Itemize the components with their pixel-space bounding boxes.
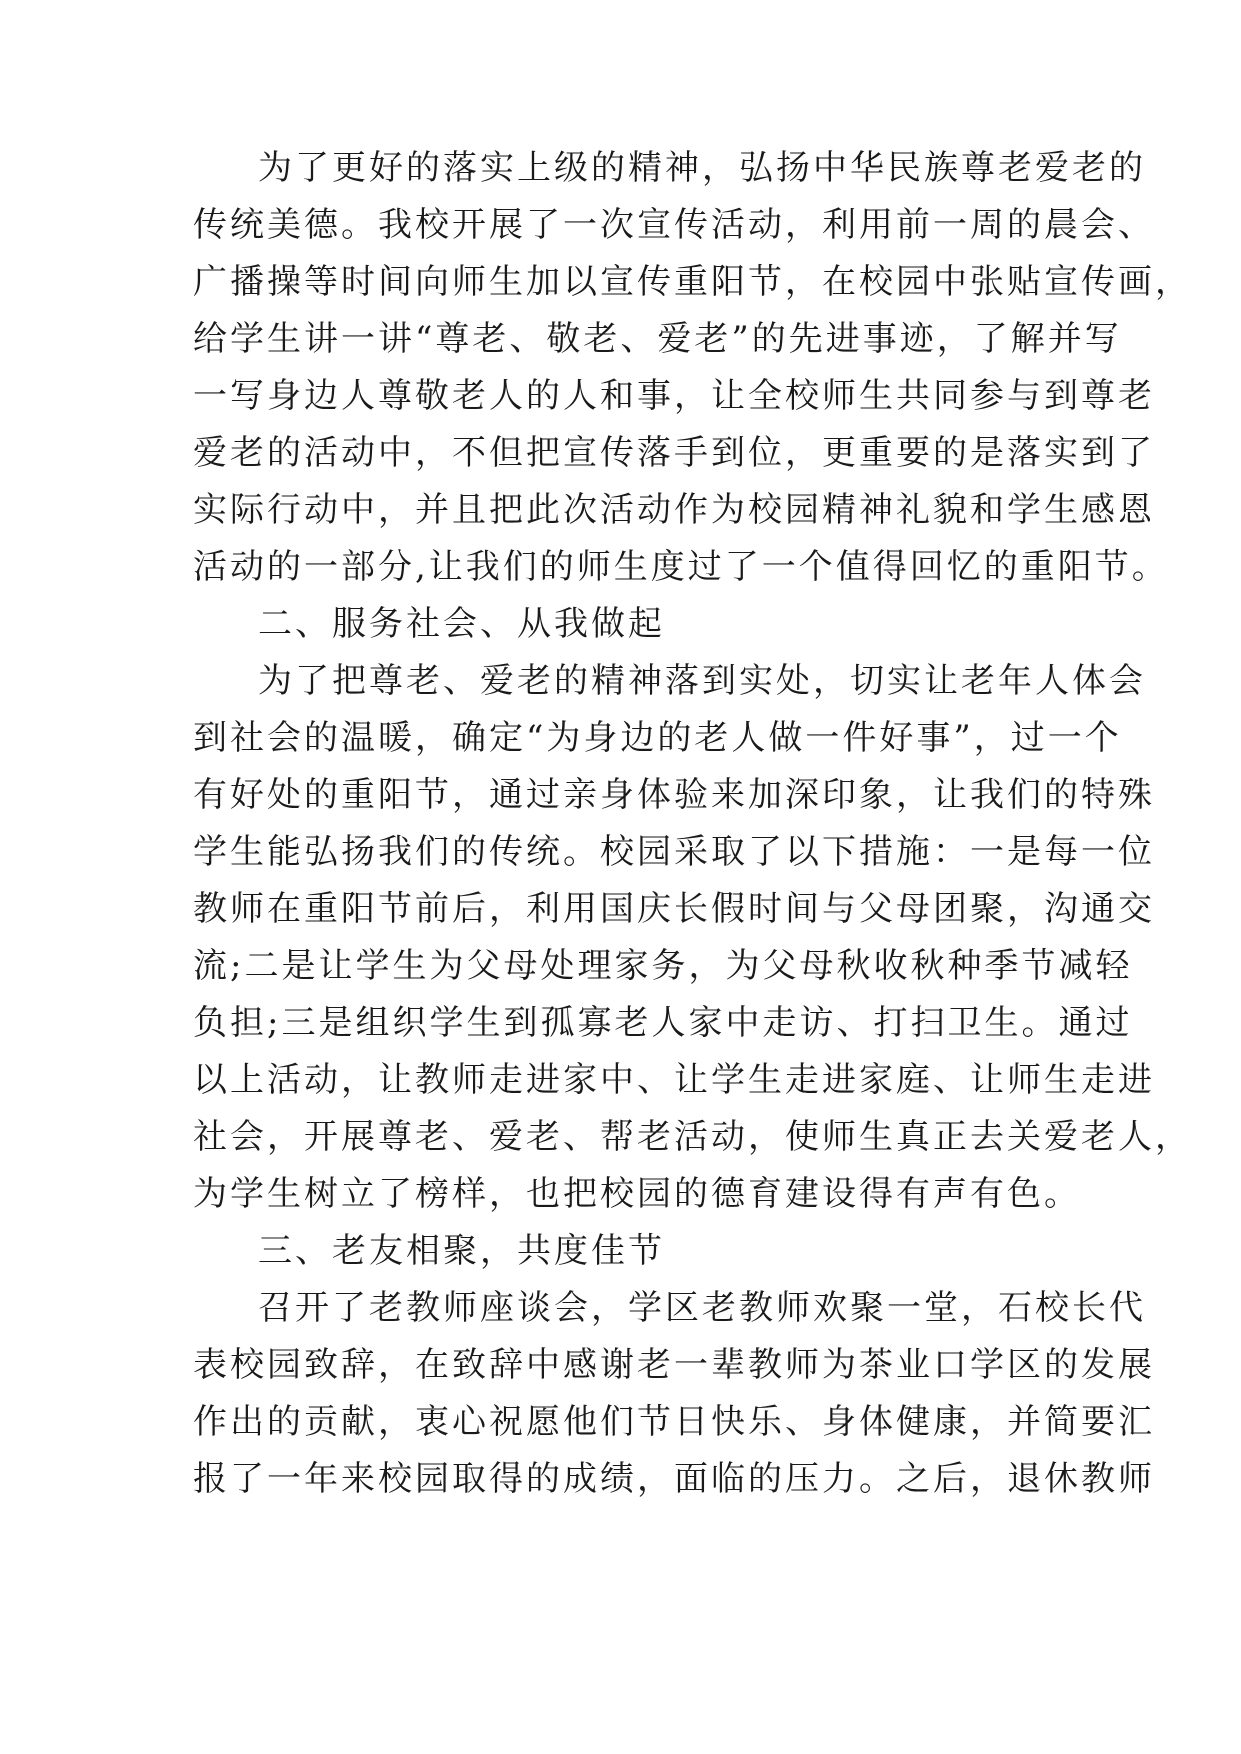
text-line: 流;二是让学生为父母处理家务，为父母秋收秋种季节减轻: [193, 946, 1133, 986]
text-line: 教师在重阳节前后，利用国庆长假时间与父母团聚，沟通交: [193, 889, 1155, 929]
text-line: 到社会的温暖，确定“为身边的老人做一件好事”，过一个: [193, 718, 1122, 758]
section-heading: 二、服务社会、从我做起: [258, 604, 665, 644]
text-line: 召开了老教师座谈会，学区老教师欢聚一堂，石校长代: [258, 1288, 1146, 1328]
text-line: 负担;三是组织学生到孤寡老人家中走访、打扫卫生。通过: [193, 1003, 1133, 1043]
text-line: 给学生讲一讲“尊老、敬老、爱老”的先进事迹，了解并写: [193, 319, 1122, 359]
text-line: 广播操等时间向师生加以宣传重阳节，在校园中张贴宣传画，: [193, 262, 1192, 302]
text-line: 表校园致辞，在致辞中感谢老一辈教师为茶业口学区的发展: [193, 1345, 1155, 1385]
text-line: 爱老的活动中，不但把宣传落手到位，更重要的是落实到了: [193, 433, 1155, 473]
text-line: 为学生树立了榜样，也把校园的德育建设得有声有色。: [193, 1174, 1081, 1214]
text-line: 传统美德。我校开展了一次宣传活动，利用前一周的晨会、: [193, 205, 1155, 245]
text-line: 作出的贡献，衷心祝愿他们节日快乐、身体健康，并简要汇: [193, 1402, 1155, 1442]
text-line: 有好处的重阳节，通过亲身体验来加深印象，让我们的特殊: [193, 775, 1155, 815]
text-line: 为了把尊老、爱老的精神落到实处，切实让老年人体会: [258, 661, 1146, 701]
text-line: 以上活动，让教师走进家中、让学生走进家庭、让师生走进: [193, 1060, 1155, 1100]
text-line: 实际行动中，并且把此次活动作为校园精神礼貌和学生感恩: [193, 490, 1155, 530]
section-heading: 三、老友相聚，共度佳节: [258, 1231, 665, 1271]
text-line: 报了一年来校园取得的成绩，面临的压力。之后，退休教师: [193, 1459, 1155, 1499]
text-line: 一写身边人尊敬老人的人和事，让全校师生共同参与到尊老: [193, 376, 1155, 416]
text-line: 学生能弘扬我们的传统。校园采取了以下措施：一是每一位: [193, 832, 1155, 872]
text-line: 为了更好的落实上级的精神，弘扬中华民族尊老爱老的: [258, 148, 1146, 188]
text-line: 活动的一部分,让我们的师生度过了一个值得回忆的重阳节。: [193, 547, 1169, 587]
text-line: 社会，开展尊老、爱老、帮老活动，使师生真正去关爱老人，: [193, 1117, 1192, 1157]
